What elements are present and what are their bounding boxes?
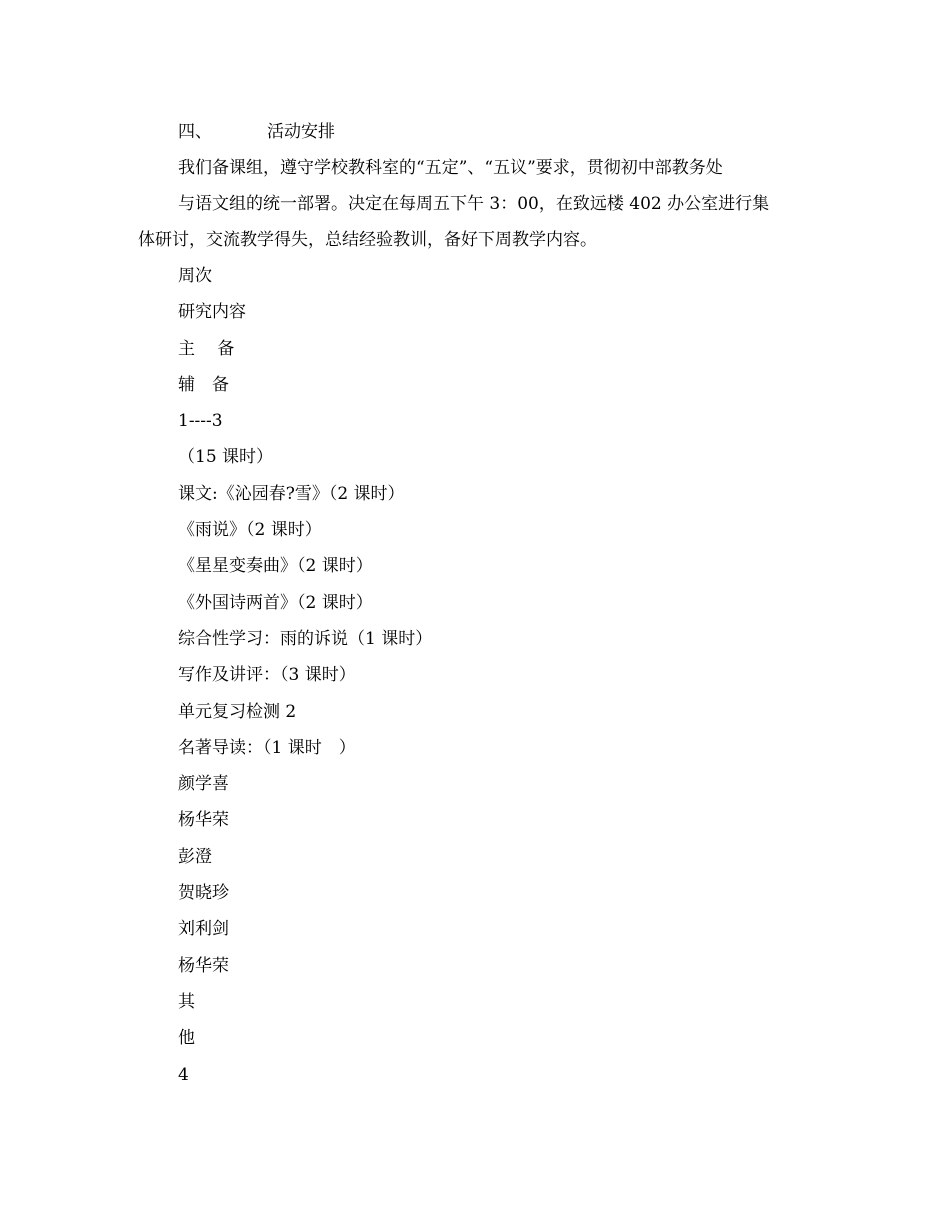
list-item: 彭澄 [178, 847, 212, 867]
section-title: 活动安排 [267, 122, 335, 142]
paragraph-line-1: 我们备课组，遵守学校教科室的“五定”、“五议”要求，贯彻初中部教务处 [178, 158, 723, 178]
list-item: 1----3 [178, 411, 223, 431]
paragraph-line-2: 与语文组的统一部署。决定在每周五下午 3：00，在致远楼 402 办公室进行集 [178, 194, 770, 214]
list-item: 《星星变奏曲》（2 课时） [178, 556, 373, 576]
list-item: 周次 [178, 266, 212, 286]
list-item: 主 备 [178, 339, 235, 359]
section-number: 四、 [178, 122, 212, 142]
list-item: 刘利剑 [178, 919, 229, 939]
list-item: 综合性学习：雨的诉说（1 课时） [178, 629, 433, 649]
list-item: 他 [178, 1028, 195, 1048]
list-item: 写作及讲评：（3 课时） [178, 665, 356, 685]
list-item: 辅 备 [178, 375, 229, 395]
list-item: 《雨说》（2 课时） [178, 520, 322, 540]
list-item: 杨华荣 [178, 956, 229, 976]
list-item: 课文:《沁园春?雪》（2 课时） [178, 484, 405, 504]
list-item: 颜学喜 [178, 774, 229, 794]
list-item: 名著导读：（1 课时 ） [178, 738, 356, 758]
list-item: 研究内容 [178, 302, 246, 322]
list-item: 其 [178, 992, 195, 1012]
list-item: 《外国诗两首》（2 课时） [178, 593, 373, 613]
list-item: 杨华荣 [178, 810, 229, 830]
list-item: 单元复习检测 2 [178, 702, 297, 722]
list-item: （15 课时） [178, 447, 274, 467]
list-item: 4 [178, 1065, 189, 1085]
list-item: 贺晓珍 [178, 883, 229, 903]
paragraph-line-3: 体研讨，交流教学得失，总结经验教训，备好下周教学内容。 [138, 230, 597, 250]
